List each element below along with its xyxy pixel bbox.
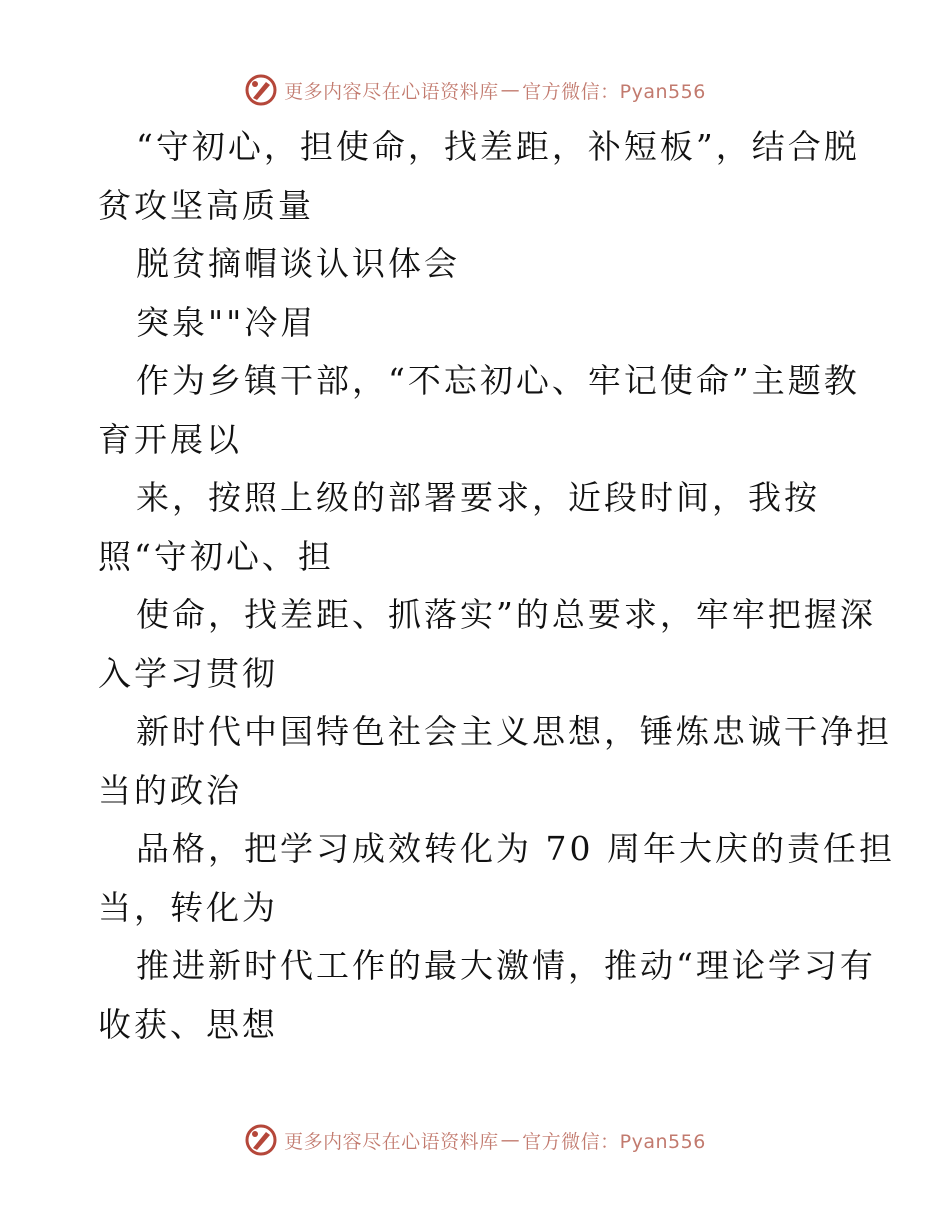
watermark-text: 更多内容尽在心语资料库	[284, 80, 499, 103]
text-line: 贫攻坚高质量	[98, 185, 314, 225]
pen-logo-icon	[244, 1123, 278, 1157]
text-line: 突泉""冷眉	[136, 302, 317, 342]
watermark-separator: —	[500, 1129, 521, 1151]
text-line: 推进新时代工作的最大激情，推动“理论学习有	[136, 946, 876, 985]
text-line: 品格，把学习成效转化为 70 周年大庆的责任担	[136, 829, 895, 868]
text-line: 脱贫摘帽谈认识体会	[136, 244, 460, 283]
text-line: 新时代中国特色社会主义思想，锤炼忠诚干净担	[136, 712, 892, 751]
document-body	[98, 118, 895, 1054]
watermark-contact: 官方微信：Pyan556	[522, 1130, 706, 1153]
text-line: 使命，找差距、抓落实”的总要求，牢牢把握深	[136, 595, 876, 634]
watermark-contact: 官方微信：Pyan556	[522, 80, 706, 103]
footer-watermark	[0, 1120, 950, 1160]
watermark-text: 更多内容尽在心语资料库	[284, 1130, 499, 1153]
text-line: 育开展以	[98, 419, 242, 459]
text-line: 当，转化为	[98, 887, 278, 927]
text-line: 收获、思想	[98, 1004, 278, 1044]
text-line: 当的政治	[98, 770, 242, 810]
text-line: “守初心，担使命，找差距，补短板”，结合脱	[136, 127, 860, 166]
pen-logo-icon	[244, 73, 278, 107]
text-line: 入学习贯彻	[98, 653, 278, 693]
watermark-separator: —	[500, 79, 521, 101]
text-line: 来，按照上级的部署要求，近段时间，我按	[136, 478, 820, 517]
header-watermark	[0, 70, 950, 110]
text-line: 作为乡镇干部，“不忘初心、牢记使命”主题教	[136, 361, 860, 400]
text-line: 照“守初心、担	[98, 536, 334, 576]
